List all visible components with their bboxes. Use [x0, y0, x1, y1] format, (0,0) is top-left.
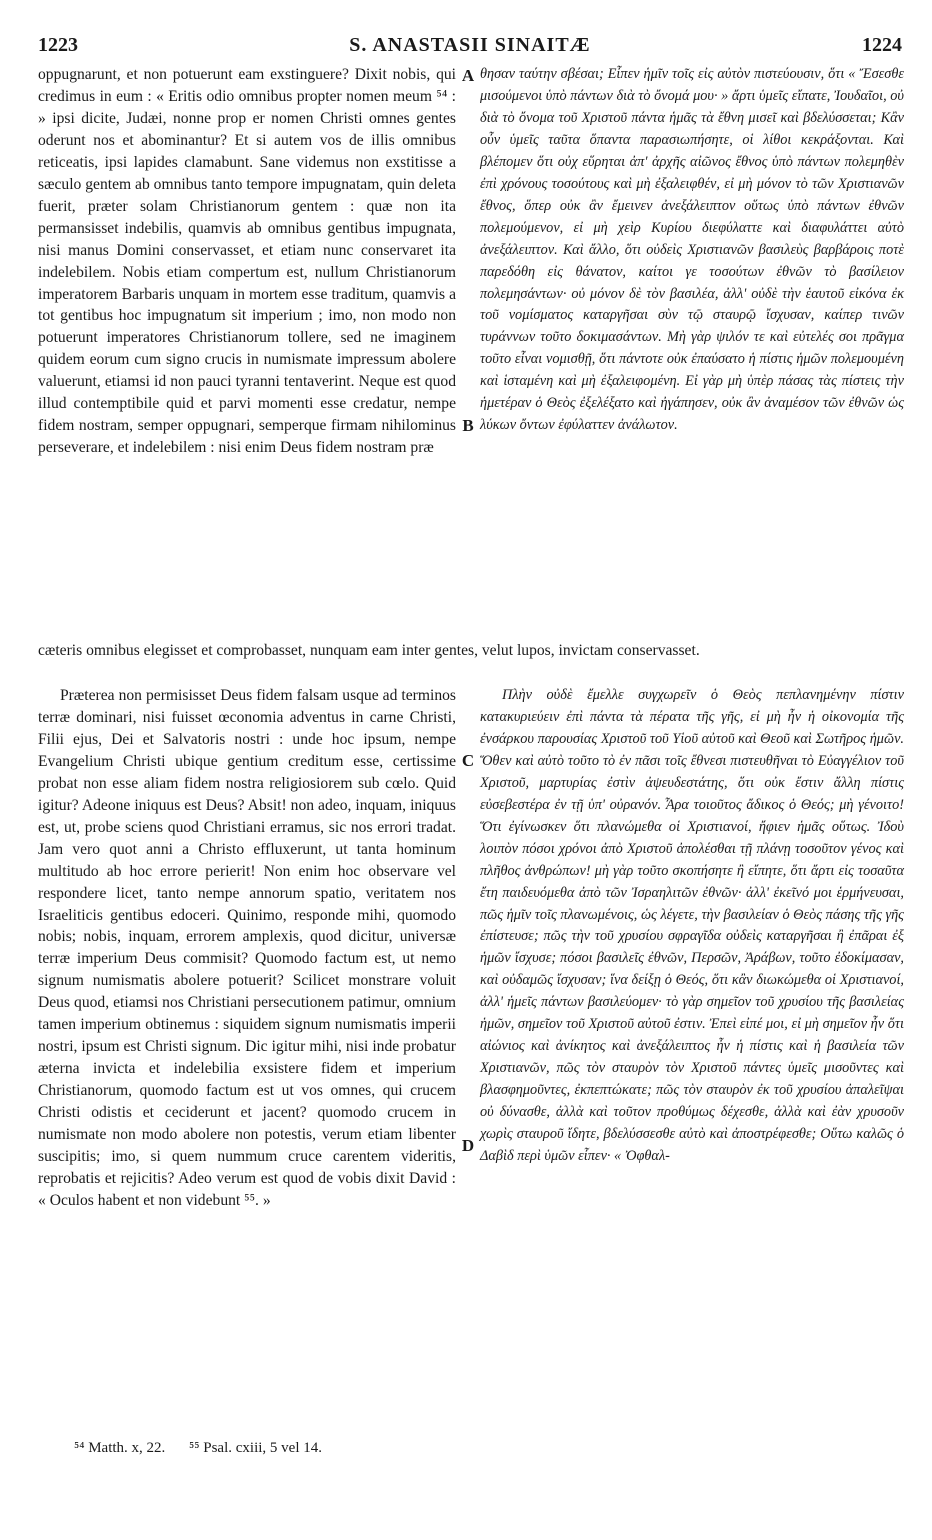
page-title: S. ANASTASII SINAITÆ: [349, 34, 591, 56]
greek-paragraph-1: θησαν ταύτην σβέσαι; Εἶπεν ἡμῖν τοῖς εἰς αὐτὸν πιστεύουσιν, ὅτι « Ἔσεσθε μισούμενοι ὑπὸ πάντων διὰ τὸ ὄνομά μου· » ἄρτι ὑμεῖς εἴπατε, Ἰουδαῖοι, οὐ διὰ τὸ ὄνομα τοῦ Χριστοῦ πάντα ἡμᾶς τὰ ἔθνη μισεῖ καὶ βδελύσσεται; Κἂν οὖν ὑμεῖς ταῦτα ὅπαντα παρασιωπήσητε, οἱ λίθοι κεκράξονται. Καὶ βλέπομεν ὅτι οὐχ εὕρηται ἀπ' ἀρχῆς αἰῶνος ἔθνος ὑπὸ πάντων πολεμηθὲν ἐπὶ χρόνους τοσούτους καὶ μὴ ἐξαλειφθέν, εἰ μὴ μόνον τὸ τῶν Χριστιανῶν ἔθνος, ὅπερ οὐκ ἂν ἔμεινεν ἀνεξάλειπτον οὕτως ὑπὸ πάντων ἐθνῶν πολεμούμενον, εἰ μὴ χεὶρ Κυρίου διεφύλαττε καὶ διαφυλάττει αὐτὸ ἀνεξάλειπτον. Καὶ ἄλλο, ὅτι οὐδεὶς Χριστιανῶν βασιλεὺς βαρβάροις ποτὲ παρεδόθη εἰς θάνατον, καίτοι γε τοσούτων ἐθνῶν τὸ βασίλειον πολεμησάντων· οὐ μόνον δὲ τὸν βασιλέα, ἀλλ' οὐδὲ τὴν ἑαυτοῦ εἰκόνα ἐκ τοῦ νομίσματος καταργῆσαι σὺν τῷ σταυρῷ ἴσχυσαν, καίπερ τινῶν τυράννων τοῦτο δοκιμασάντων. Μὴ γὰρ ψιλόν τε καὶ εὐτελές σοι πρᾶγμα τοῦτο εἶναι νομισθῇ, ὅτι πάντοτε οὐκ ἐπαύσατο ἡ πίστις ἡμῶν πολεμουμένη καὶ ἱσταμένη καὶ μὴ ἐξαλειφομένη. Εἰ γὰρ μὴ ὑπὲρ πάσας τὰς πίστεις τὴν ἡμετέραν ὁ Θεὸς ἐξελέξατο καὶ ἠγάπησεν, οὐκ ἂν ἀναμέσον τῶν ἐθνῶν ὡς λύκων ὄντων ἐφύλαττεν ἀνάλωτον.: [480, 66, 904, 434]
margin-marker-b: B: [462, 416, 474, 435]
margin-marker-d: D: [461, 1136, 475, 1155]
margin-marker-c: C: [461, 751, 475, 770]
footnote-55: ⁵⁵ Psal. cxiii, 5 vel 14.: [189, 1440, 322, 1456]
left-column-number: 1223: [38, 34, 78, 56]
latin-spanning-line: [38, 640, 904, 662]
greek-paragraph-2: Πλὴν οὐδὲ ἔμελλε συγχωρεῖν ὁ Θεὸς πεπλανημένην πίστιν κατακυριεύειν ἐπὶ πάντα τὰ πέρατα τῆς γῆς, εἰ μὴ ἦν ἡ οἰκονομία τῆς ἐνσάρκου παρουσίας Χριστοῦ τοῦ Υἱοῦ αὐτοῦ καὶ Θεοῦ καὶ Σωτῆρος ἡμῶν. Ὅθεν καὶ αὐτὸ τοῦτο τὸ ἐν πᾶσι τοῖς ἔθνεσι πιστευθῆναι τὸ Εὐαγγέλιον τοῦ Χριστοῦ, μαρτυρίας ἐστὶν ἀψευδεστάτης, ὅτι οὐκ ἔστιν ἄλλη πίστις εὐσεβεστέρα ἐν τῇ ὑπ' οὐρανόν. Ἆρα τοιοῦτος ἄδικος ὁ Θεός; μὴ γένοιτο! Ὅτι ἐγίνωσκεν ὅτι πλανώμεθα οἱ Χριστιανοί, ἤφιεν ἡμᾶς οὕτως. Ἰδοὺ λοιπὸν πόσοι χρόνοι ἀπὸ Χριστοῦ ἀπολέσθαι τῇ πλάνῃ τοσοῦτον γένος καὶ πλῆθος ἀνθρώπων! μὴ γὰρ τοῦτο σκοπήσητε ἢ εἴπητε, ὅτι ἄρτι εἰς τοσαῦτα ἔτη παιδευόμεθα ἀπὸ τῶν Ἰσραηλιτῶν ἐθνῶν· ἀλλ' ἐκεῖνό μοι ἑρμήνευσαι, πῶς ἡμῖν τοῖς πλανωμένοις, ὡς λέγετε, τὴν βασιλείαν ὁ Θεὸς πάσης τῆς γῆς ἐπίστευσε; πῶς τὴν τοῦ χρυσίου σφραγῖδα οὐδεὶς καταργῆσαι ἢ ἐπᾶραι ἐξ ἡμῶν ἴσχυσε; πόσοι βασιλεῖς ἐθνῶν, Περσῶν, Ἀράβων, τοῦτο ἐδοκίμασαν, καὶ οὐδαμῶς ἴσχυσαν; ἵνα δείξῃ ὁ Θεός, ὅτι κἂν διωκώμεθα οἱ Χριστιανοί, ἀλλ' ἡμεῖς πάντων βασιλεύομεν· τὸ γὰρ σημεῖον τοῦ χρυσίου τῆς βασιλείας ἡμῶν, σημεῖον τοῦ Χριστοῦ αὐτοῦ ἐστιν. Ἐπεὶ εἰπέ μοι, εἰ μὴ σημεῖον ἦν ὅτι αἰώνιος καὶ ἀνίκητος καὶ ἀνεξάλειπτος ἦν ἡ πίστις καὶ ἡ βασιλεία τῶν Χριστιανῶν, πῶς τὸν σταυρὸν τὸν Χριστοῦ πάντες ὑμεῖς μισοῦντες καὶ βλασφημοῦντες, ἐκπεπτώκατε; πῶς τὸν σταυρὸν ἐκ τοῦ χρυσίου ἀπαλεῖψαι οὐ δύνασθε, ἀλλὰ καὶ τοῦτον προθύμως δέχεσθε, ἀλλὰ καὶ ἐὰν χρυσοῦν χωρὶς σταυροῦ ἴδητε, βδελύσσεσθε αὐτὸ καὶ ἀποστρέφεσθε; Οὕτω καλῶς ὁ Δαβὶδ περὶ ὑμῶν εἶπεν· « Ὀφθαλ-: [480, 687, 904, 1165]
latin-spanning-text: cæteris omnibus elegisset et comprobasset, nunquam eam inter gentes, velut lupos, invictam conservasset.: [38, 642, 700, 659]
greek-column-top: [480, 64, 904, 437]
footnote-54: ⁵⁴ Matth. x, 22.: [74, 1440, 166, 1456]
right-column-number: 1224: [862, 34, 902, 56]
running-header: [38, 34, 902, 58]
latin-paragraph-1: oppugnarunt, et non potuerunt eam exstinguere? Dixit nobis, qui credimus in eum : « Eritis odio omnibus propter nomen meum ⁵⁴ : » ipsi dicite, Judæi, nonne prop er nomen Christi omnes gentes oderunt nos et abominantur? Et si autem vos de illis omnibus reticeatis, ipsi lapides clamabunt. Sane videmus non exstitisse a sæculo gentem ab omnibus tanto tempore impugnatam, quin deleta fuerit, præter solam Christianorum gentem : quæ non ita permansisset indebilis, quamvis ab omnibus gentibus impugnata, nisi manus Domini conservasset, et etiam nunc conservaret ita indelebilem. Nobis etiam compertum est, nullum Christianorum imperatorem Barbaris unquam in mortem esse traditum, quamvis a tot gentibus hoc impugnatum sit imperium ; imo, non modo non potuerunt imperatores Christianorum tollere, sed ne imaginem quidem eorum cum signo crucis in numismate impressum abolere valuerunt, etiamsi id non pauci tyranni tentaverint. Neque est quod illud contemptibile quid et parvi momenti esse credatur, nempe fidem nostram, semper oppugnari, semperque firmam nihilominus perseverare, et indelebilem : nisi enim Deus fidem nostram præ: [38, 66, 456, 457]
latin-column-bottom: [38, 685, 456, 1212]
latin-paragraph-2: Præterea non permisisset Deus fidem falsam usque ad terminos terræ dominari, nisi fuisset œconomia adventus in carne Christi, Filii ejus, Dei et Salvatoris nostri : unde hoc ipsum, nempe Evangelium Christi ubique gentium creditum esse, certissime probat non esse aliam fidem nostra religiosiorem sub cœlo. Quid igitur? Adeone iniquus est Deus? Absit! non adeo, inquam, iniquus est, ut, probe sciens quod Christiani erramus, sic nos errori tradat. Jam vero quot anni a Christo effluxerunt, ut tanta hominum multitudo ab hoc errore perierit! Non enim hoc observare vel respondere licet, tanto nempe annorum spatio, veritatem nos Israeliticis gentibus edoceri. Quinimo, responde mihi, quomodo nobis; nobis, inquam, errorem amplexis, quod dicitur, universæ terræ imperium Deus commisit? Quomodo factum est, ut nemo signum numismatis abolere potuerit? Scilicet monstrare voluit Deus quod, etiamsi nos Christiani persecutionem patimur, omnium tamen imperium obtinemus : siquidem signum numismatis imperii nostri, ipsum est Christi signum. Dic igitur mihi, nisi inde probatur æterna invicta et indelebilia exsistere fidem et imperium Christianorum, quomodo factum est ut vos omnes, qui crucem Christi odistis et ceciderunt et jacent? quomodo crucem in numismate non modo abolere non potestis, verum etiam libenter suscipitis; imo, si quem nummum cruce carentem videritis, reprobatis et rejicitis? Adeo verum est quod de vobis dixit David : « Oculos habent et non videbunt ⁵⁵. »: [38, 687, 456, 1209]
margin-marker-a: A: [461, 66, 475, 85]
footnotes: [74, 1440, 874, 1457]
latin-column-top: [38, 64, 456, 459]
greek-column-bottom: [480, 685, 904, 1168]
